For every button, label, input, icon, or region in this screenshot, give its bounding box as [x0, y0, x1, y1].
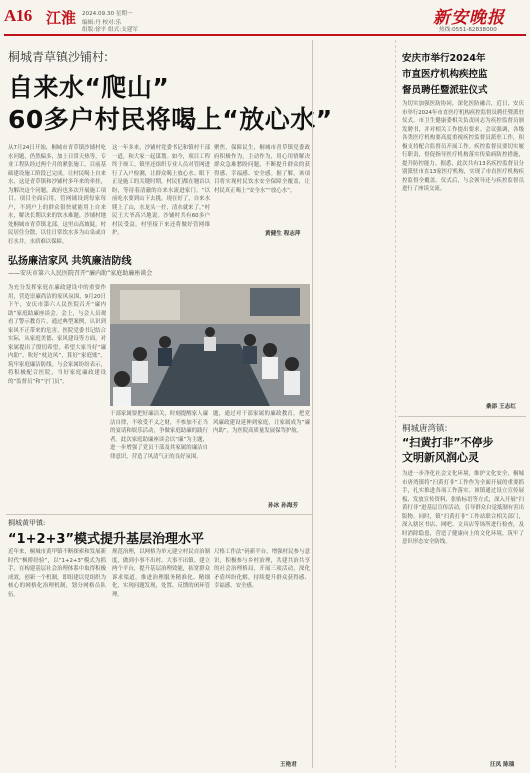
- third-headline: “1+2+3”模式提升基层治理水平: [8, 532, 205, 547]
- third-byline: 王艳君: [280, 762, 297, 768]
- meeting-photo-image: [110, 284, 310, 406]
- main-headline-line2: 60多户村民将喝上“放心水”: [8, 105, 333, 134]
- sidebar1-body: 为切实加强医防协同，深化医防融合，近日，安庆市举行2024年市直医疗机构疾控监督员聘任暨派驻仪式。市卫生健康委相关负责同志为疾控监督员颁发聘书，并对相关工作提出要求。会议强调，各级各类医疗机构要高度重视疾控监督员派驻工作，积极支持配合监督员开展工作。疾控监督员要切实履行职责，督促指导医疗机构落实传染病防控措施，提升防控能力。据悉，此次共有13名疾控监督员分别派驻市直13家医疗机构，实现了市直医疗机构疾控监督全覆盖。仪式后，与会领导还与疾控监督员进行了座谈交流。: [402, 101, 524, 193]
- column-divider: [312, 40, 313, 768]
- second-story-col3: 题，通过对干部家属的廉政教育，把党风廉政建设延伸到家庭，让家属成为“廉内助”，为医院高质量发展保驾护航。: [213, 411, 310, 435]
- main-byline: 黄健生 程志萍: [265, 231, 301, 237]
- sidebar2-body: 为进一步净化社会文化环境，维护文化安全，桐城市唐湾镇将“扫黄打非”工作作为全面开展的重要抓手，扎实推进各项工作落实。该镇通过设立宣传展板、发放宣传资料、张贴标语等方式，深入开展“扫黄打非”进基层宣传活动，引导群众自觉抵制有害出版物。同时，镇“扫黄打非”工作站联合相关部门，深入辖区书店、网吧、文具店等场所进行检查，及时消除隐患，营造了健康向上的文化环境，筑牢了意识形态安全防线。: [402, 471, 524, 546]
- third-story-col2: 规范治理，以网格为单元建立村民自治制度，做到小事不出村、大事不出镇。建立两个平台，提升基层治理效能，拓宽群众诉求渠道，推进治理服务精准化、精细化，实现问题发现、处置、反馈的闭环管理。: [112, 549, 210, 598]
- section-title: 江淮: [46, 9, 77, 27]
- sidebar2-headline-line1: “扫黄打非”不停步: [402, 436, 494, 449]
- main-kicker: 桐城青草镇沙铺村:: [8, 50, 109, 64]
- sidebar2-byline: 汪凤 陈瑞: [490, 762, 515, 768]
- sidebar-column-divider: [395, 40, 396, 768]
- third-story-col1: 近年来，桐城市黄甲镇不断探索和发展新时代“枫桥经验”，以“1+2+3”模式为抓手，在构建基层社会治理体系中取得积极成效。创新一个机制，即组建以党组织为核心的网格化治理机制，划分网格员队伍。: [8, 549, 106, 598]
- sidebar1-byline: 桑添 王志红: [486, 404, 516, 410]
- second-subhead: ——安庆市第六人民医院召开“廉内助”家庭助廉座谈会: [8, 270, 153, 277]
- sidebar2-kicker: 桐城唐湾镇:: [402, 424, 448, 434]
- divider-third: [6, 514, 312, 515]
- header-rule: [4, 34, 526, 36]
- page-number: A16: [4, 6, 32, 25]
- designer-credit: 组版:徐平 组式:支建军: [82, 27, 138, 33]
- sidebar1-headline-line1: 市直医疗机构疾控监: [402, 69, 488, 80]
- newspaper-logo: 新安晚报: [433, 8, 505, 28]
- meeting-photo: [110, 284, 310, 406]
- second-headline: 弘扬廉洁家风 共筑廉洁防线: [8, 256, 132, 267]
- sidebar1-body-left: [318, 44, 392, 302]
- second-story-col2: 干部家属要把好廉洁关，时刻提醒家人廉洁自律，不收受不义之财，不参加不正当的宴请和娱乐活动，争做家庭助廉的践行者。此次家庭助廉座谈会以“廉”为主题，进一步增强了党员干部及其家属的廉洁自律意识，营造了风清气正的良好氛围。: [110, 411, 208, 460]
- main-story-col2: 这一年多来，沙铺村党委书记和镇村干部一道，和大家一起谋划。如今，项目工程终于竣工。镇里还组织专业人员对管网进行了入户检测，让群众喝上放心水。眼下正是施工的关键时期，村民们都在翘首以盼，等待着清澈的自来水流进家门。“以前吃水要到山下去挑，现在好了，自来水爬上了山，水龙头一拧，清水就来了。”村民王大爷高兴地说。沙铺村共有60多户村民受益，村里接下来还将做好管网维护。: [112, 145, 210, 237]
- main-story-col1: 从7月24日开始，桐城市青草镇沙铺村吃水问题，仍然偏多，加上日常天热等，专业工程队经过两个月的紧张施工，目前基础建设施工阶段已完成。让村民喝上自来水，这是青草镇和沙铺村多年来的牵挂，为解决这个问题，政府也多次开展施工项目。项目全面启用，管网铺设到每家每户，不到户上的群众很快就能用上自来水，解决长期以来的饮水难题。沙铺村地处桐城市青草镇北部，这里山高坡陡，村民居住分散，以往日常饮水多为山泉或自打水井，水质难以保障。: [8, 145, 106, 246]
- third-kicker: 桐城黄甲镇:: [8, 519, 46, 527]
- issue-date: 2024.09.30 星期一: [82, 11, 133, 17]
- second-story-col1: 为充分发挥家庭在廉政建设中的重要作用，营造崇廉尚洁的家风氛围，9月20日下午，安庆市第六人民医院召开“廉内助”家庭助廉座谈会。会上，与会人员观看了警示教育片，通过典型案例，认识到家风不正带来的危害。医院党委书记结合实际，从家庭美德、家风建设等方面，对家属提出了殷切希望，希望大家当好“廉内助”，吹好“枕边风”，算好“家庭账”，筑牢家庭廉洁防线。与会家属纷纷表示，将积极配合医院，当好家庭廉政建设的“监督员”和“守门员”。: [8, 285, 106, 386]
- sidebar2-headline-line2: 文明新风润心灵: [402, 451, 479, 464]
- editor-credit: 编辑:丹 校对:乐: [82, 20, 122, 26]
- sidebar1-headline-line2: 督员聘任暨派驻仪式: [402, 85, 488, 96]
- hotline: 热线:0551-62838000: [439, 27, 497, 33]
- second-byline: 孙冰 孙海芳: [268, 503, 298, 509]
- sidebar1-kicker: 安庆市举行2024年: [402, 53, 486, 64]
- main-headline-line1: 自来水“爬山”: [8, 73, 170, 102]
- sidebar-divider: [398, 416, 526, 417]
- main-story-col3: 聚焦，保障民生，桐城市青草镇党委政府积极作为，主动作为，用心用情解决群众急难愁盼问题，不断提升群众的获得感、幸福感、安全感。据了解，该项目将实现村民饮水安全保障全覆盖，让村民真正喝上“安全水”“放心水”。: [214, 145, 310, 194]
- third-story-col3: 尺格工作法“码新平台，增强村民参与意识，积极参与乡村治理，共建共治共享的社会治理格局，开展三项活动，深化矛盾纠纷化解，持续提升群众获得感、幸福感、安全感。: [214, 549, 310, 590]
